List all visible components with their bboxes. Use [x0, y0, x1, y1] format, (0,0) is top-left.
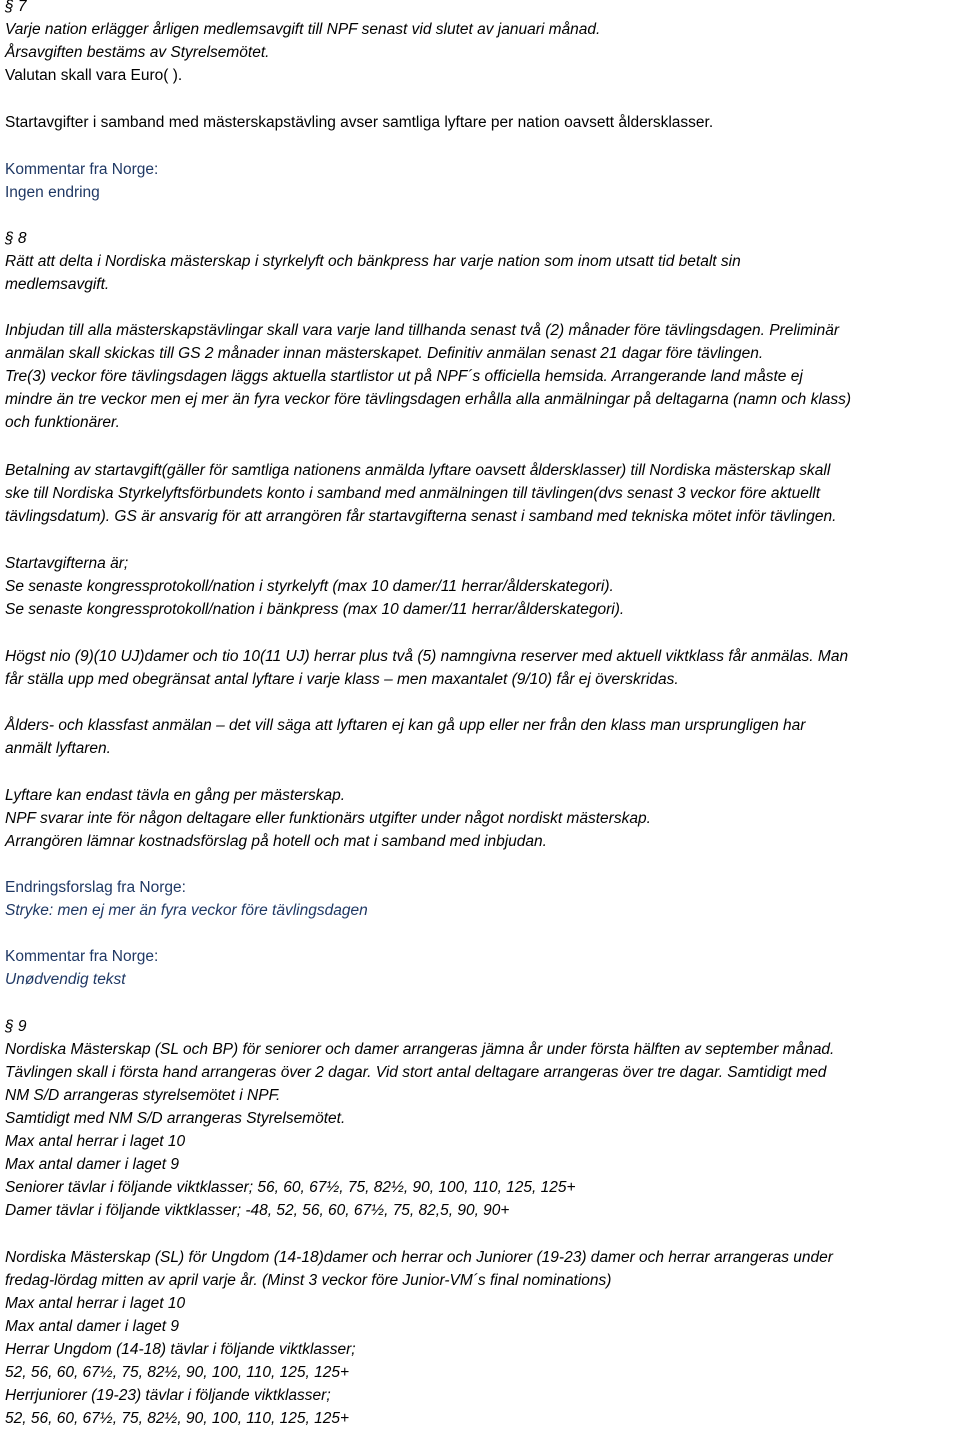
sec8-proposal-label: Endringsforslag fra Norge:: [5, 879, 186, 896]
sec9-line-4: Samtidigt med NM S/D arrangeras Styrelsemötet.: [5, 1110, 346, 1127]
sec9-line-6: Max antal damer i laget 9: [5, 1156, 180, 1173]
sec8-line-14: Högst nio (9)(10 UJ)damer och tio 10(11 UJ) herrar plus två (5) namngivna reserver med aktuell viktklass får anmälas. Man: [5, 648, 849, 665]
sec8-line-9: ske till Nordiska Styrkelyftsförbundets konto i samband med anmälningen till tävlingen(dvs senast 3 veckor före aktuellt: [5, 485, 821, 502]
sec7-line-2: Årsavgiften bestäms av Styrelsemötet.: [5, 44, 270, 61]
sec9-line-13: Herrar Ungdom (14-18) tävlar i följande viktklasser;: [5, 1341, 356, 1358]
sec8-line-17: anmält lyftaren.: [5, 740, 111, 757]
section-7-heading: § 7: [5, 0, 27, 15]
sec9-line-14: 52, 56, 60, 67½, 75, 82½, 90, 100, 110, 125, 125+: [5, 1364, 350, 1381]
sec8-line-7: och funktionärer.: [5, 414, 120, 431]
sec8-line-8: Betalning av startavgift(gäller för samtliga nationens anmälda lyftare oavsett åldersklasser) till Nordiska mästerskap skall: [5, 462, 831, 479]
sec8-line-5: Tre(3) veckor före tävlingsdagen läggs aktuella startlistor ut på NPF´s officiella hemsida. Arrangerande land måste ej: [5, 368, 803, 385]
sec8-line-10: tävlingsdatum). GS är ansvarig för att arrangören får startavgifterna senast i samband med tekniska mötet inför tävlingen.: [5, 508, 837, 525]
sec8-comment-label: Kommentar fra Norge:: [5, 948, 159, 965]
sec7-comment-label: Kommentar fra Norge:: [5, 161, 159, 178]
sec8-line-3: Inbjudan till alla mästerskapstävlingar skall vara varje land tillhanda senast två (2) månader före tävlingsdagen. Preliminär: [5, 322, 839, 339]
sec8-proposal-text: Stryke: men ej mer än fyra veckor före tävlingsdagen: [5, 902, 368, 919]
sec7-line-1: Varje nation erlägger årligen medlemsavgift till NPF senast vid slutet av januari månad.: [5, 21, 601, 38]
sec8-line-11: Startavgifterna är;: [5, 555, 129, 572]
sec9-line-16: 52, 56, 60, 67½, 75, 82½, 90, 100, 110, 125, 125+: [5, 1410, 350, 1427]
sec9-line-1: Nordiska Mästerskap (SL och BP) för seniorer och damer arrangeras jämna år under första hälften av september månad.: [5, 1041, 835, 1058]
sec7-line-4: Startavgifter i samband med mästerskapstävling avser samtliga lyftare per nation oavsett åldersklasser.: [5, 114, 714, 131]
sec9-line-7: Seniorer tävlar i följande viktklasser; 56, 60, 67½, 75, 82½, 90, 100, 110, 125, 125+: [5, 1179, 576, 1196]
sec9-line-8: Damer tävlar i följande viktklasser; -48, 52, 56, 60, 67½, 75, 82,5, 90, 90+: [5, 1202, 510, 1219]
sec8-line-16: Ålders- och klassfast anmälan – det vill säga att lyftaren ej kan gå upp eller ner från den klass man ursprungligen har: [5, 717, 806, 734]
sec8-comment-text: Unødvendig tekst: [5, 971, 126, 988]
sec8-line-20: Arrangören lämnar kostnadsförslag på hotell och mat i samband med inbjudan.: [5, 833, 547, 850]
sec8-line-4: anmälan skall skickas till GS 2 månader innan mästerskapet. Definitiv anmälan senast 21 dagar före tävlingen.: [5, 345, 764, 362]
sec8-line-19: NPF svarar inte för någon deltagare eller funktionärs utgifter under något nordiskt mästerskap.: [5, 810, 651, 827]
sec9-line-2: Tävlingen skall i första hand arrangeras över 2 dagar. Vid stort antal deltagare arrangeras över tre dagar. Samtidigt med: [5, 1064, 827, 1081]
sec9-line-12: Max antal damer i laget 9: [5, 1318, 180, 1335]
sec7-comment-text: Ingen endring: [5, 184, 100, 201]
sec9-line-5: Max antal herrar i laget 10: [5, 1133, 186, 1150]
sec8-line-2: medlemsavgift.: [5, 276, 110, 293]
sec8-line-13: Se senaste kongressprotokoll/nation i bänkpress (max 10 damer/11 herrar/ålderskategori).: [5, 601, 625, 618]
sec9-line-3: NM S/D arrangeras styrelsemötet i NPF.: [5, 1087, 281, 1104]
sec9-line-15: Herrjuniorer (19-23) tävlar i följande viktklasser;: [5, 1387, 331, 1404]
sec8-line-6: mindre än tre veckor men ej mer än fyra veckor före tävlingsdagen erhålla alla anmälningar på deltagarna (namn och klass): [5, 391, 852, 408]
sec7-line-3: Valutan skall vara Euro( ).: [5, 67, 183, 84]
sec9-line-9: Nordiska Mästerskap (SL) för Ungdom (14-18)damer och herrar och Juniorer (19-23) damer och herrar arrangeras under: [5, 1249, 833, 1266]
section-8-heading: § 8: [5, 230, 27, 247]
sec8-line-1: Rätt att delta i Nordiska mästerskap i styrkelyft och bänkpress har varje nation som inom utsatt tid betalt sin: [5, 253, 741, 270]
sec8-line-15: får ställa upp med obegränsat antal lyftare i varje klass – men maxantalet (9/10) får ej överskridas.: [5, 671, 679, 688]
section-9-heading: § 9: [5, 1018, 27, 1035]
sec9-line-11: Max antal herrar i laget 10: [5, 1295, 186, 1312]
sec8-line-18: Lyftare kan endast tävla en gång per mästerskap.: [5, 787, 346, 804]
sec9-line-10: fredag-lördag mitten av april varje år. (Minst 3 veckor före Junior-VM´s final nominations): [5, 1272, 612, 1289]
sec8-line-12: Se senaste kongressprotokoll/nation i styrkelyft (max 10 damer/11 herrar/ålderskategori).: [5, 578, 614, 595]
